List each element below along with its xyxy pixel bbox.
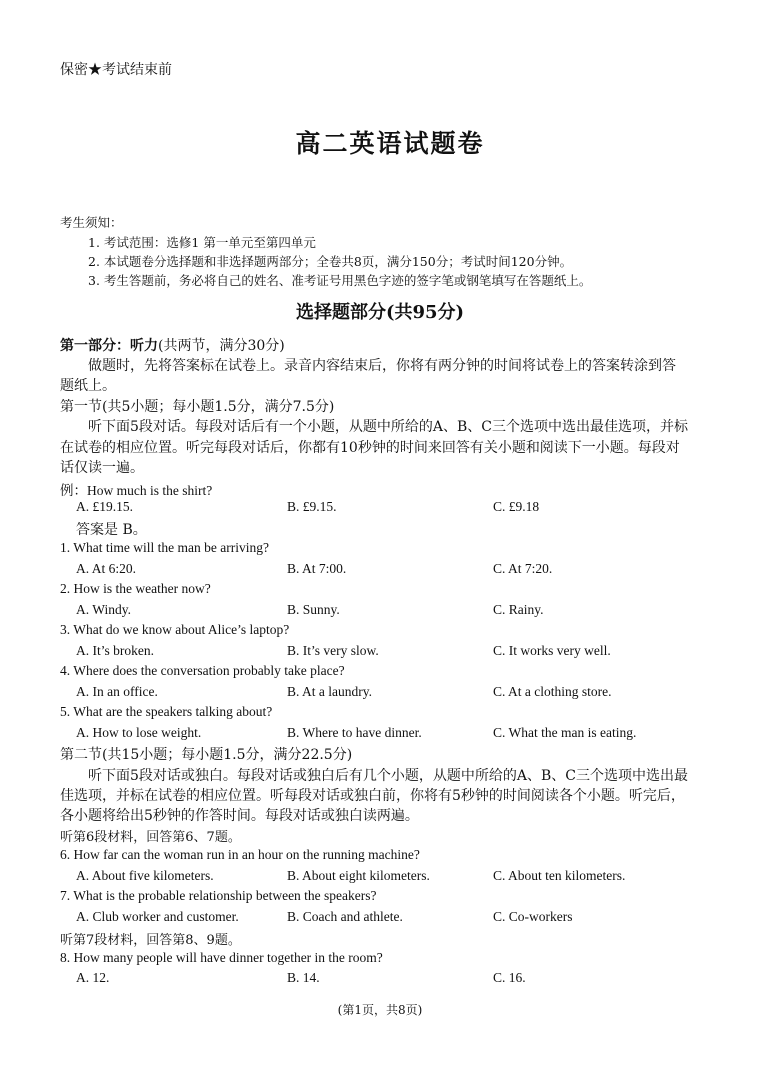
- option-c: C. At a clothing store.: [493, 684, 612, 699]
- option-a: A. It’s broken.: [76, 643, 154, 658]
- option-c: C. Co-workers: [493, 909, 573, 924]
- part1-instruction-line: 题纸上。: [60, 378, 116, 394]
- option-b: B. At a laundry.: [287, 684, 372, 699]
- option-c: C. Rainy.: [493, 602, 544, 617]
- option-b: B. About eight kilometers.: [287, 868, 430, 883]
- option-c: C. About ten kilometers.: [493, 868, 626, 883]
- confidential-mark: 保密★考试结束前: [60, 62, 172, 78]
- option-c: C. It works very well.: [493, 643, 611, 658]
- section2-instruction-line: 听下面5段对话或独白。每段对话或独白后有几个小题，从题中所给的A、B、C三个选项中选出最: [88, 768, 689, 784]
- option-b: B. 14.: [287, 970, 320, 985]
- question-text: 6. How far can the woman run in an hour on the running machine?: [60, 847, 420, 862]
- section1-heading: 第一节(共5小题；每小题1.5分，满分7.5分): [60, 399, 335, 415]
- option-a: A. At 6:20.: [76, 561, 137, 576]
- part1-instruction-line: 做题时，先将答案标在试卷上。录音内容结束后，你将有两分钟的时间将试卷上的答案转涂到答: [88, 358, 676, 374]
- question-text: 5. What are the speakers talking about?: [60, 704, 273, 719]
- question-text: 7. What is the probable relationship between the speakers?: [60, 888, 377, 903]
- option-b: B. Where to have dinner.: [287, 725, 422, 740]
- option-a: A. In an office.: [76, 684, 158, 699]
- exam-title: 高二英语试题卷: [295, 129, 485, 158]
- section2-heading: 第二节(共15小题；每小题1.5分，满分22.5分): [60, 747, 353, 763]
- section1-instruction-line: 话仅读一遍。: [60, 460, 144, 476]
- notice-item: 3. 考生答题前，务必将自己的姓名、准考证号用黑色字迹的签字笔或钢笔填写在答题纸上。: [88, 273, 592, 288]
- option-b: B. It’s very slow.: [287, 643, 379, 658]
- option-a: A. Windy.: [76, 602, 131, 617]
- question-text: 2. How is the weather now?: [60, 581, 211, 596]
- option-c: C. At 7:20.: [493, 561, 553, 576]
- question-text: 4. Where does the conversation probably take place?: [60, 663, 345, 678]
- material-note: 听第7段材料，回答第8、9题。: [60, 933, 241, 948]
- option-b: B. Coach and athlete.: [287, 909, 403, 924]
- part1-heading-rest: (共两节，满分30分): [158, 338, 285, 354]
- example-option-a: A. £19.15.: [76, 499, 133, 514]
- question-text: 8. How many people will have dinner together in the room?: [60, 950, 383, 965]
- section-title: 选择题部分(共95分): [295, 302, 465, 323]
- section1-instruction-line: 听下面5段对话。每段对话后有一个小题，从题中所给的A、B、C三个选项中选出最佳选项，并标: [88, 419, 689, 435]
- notice-item: 2. 本试题卷分选择题和非选择题两部分；全卷共8页，满分150分；考试时间120分钟。: [88, 254, 573, 269]
- option-b: B. At 7:00.: [287, 561, 347, 576]
- notice-heading: 考生须知：: [60, 215, 123, 230]
- option-a: A. About five kilometers.: [76, 868, 214, 883]
- option-a: A. How to lose weight.: [76, 725, 202, 740]
- notice-item: 1. 考试范围：选修1 第一单元至第四单元: [88, 235, 316, 250]
- question-text: 1. What time will the man be arriving?: [60, 540, 269, 555]
- option-c: C. 16.: [493, 970, 526, 985]
- section2-instruction-line: 各小题将给出5秒钟的作答时间。每段对话或独白读两遍。: [60, 808, 419, 824]
- part1-heading: [60, 335, 285, 355]
- section1-instruction-line: 在试卷的相应位置。听完每段对话后，你都有10秒钟的时间来回答有关小题和阅读下一小题。每段对: [60, 440, 680, 456]
- example-question: 例：How much is the shirt?: [60, 483, 213, 498]
- option-b: B. Sunny.: [287, 602, 340, 617]
- option-a: A. 12.: [76, 970, 110, 985]
- part1-heading-bold: 第一部分：听力: [60, 338, 158, 354]
- example-option-c: C. £9.18: [493, 499, 540, 514]
- example-option-b: B. £9.15.: [287, 499, 337, 514]
- question-text: 3. What do we know about Alice’s laptop?: [60, 622, 290, 637]
- option-c: C. What the man is eating.: [493, 725, 637, 740]
- section2-instruction-line: 佳选项，并标在试卷的相应位置。听每段对话或独白前，你将有5秒钟的时间阅读各个小题。听完后，: [60, 788, 685, 804]
- material-note: 听第6段材料，回答第6、7题。: [60, 830, 241, 845]
- option-a: A. Club worker and customer.: [76, 909, 239, 924]
- page-footer: (第1页，共8页): [337, 1003, 423, 1017]
- example-answer: 答案是 B。: [76, 522, 147, 538]
